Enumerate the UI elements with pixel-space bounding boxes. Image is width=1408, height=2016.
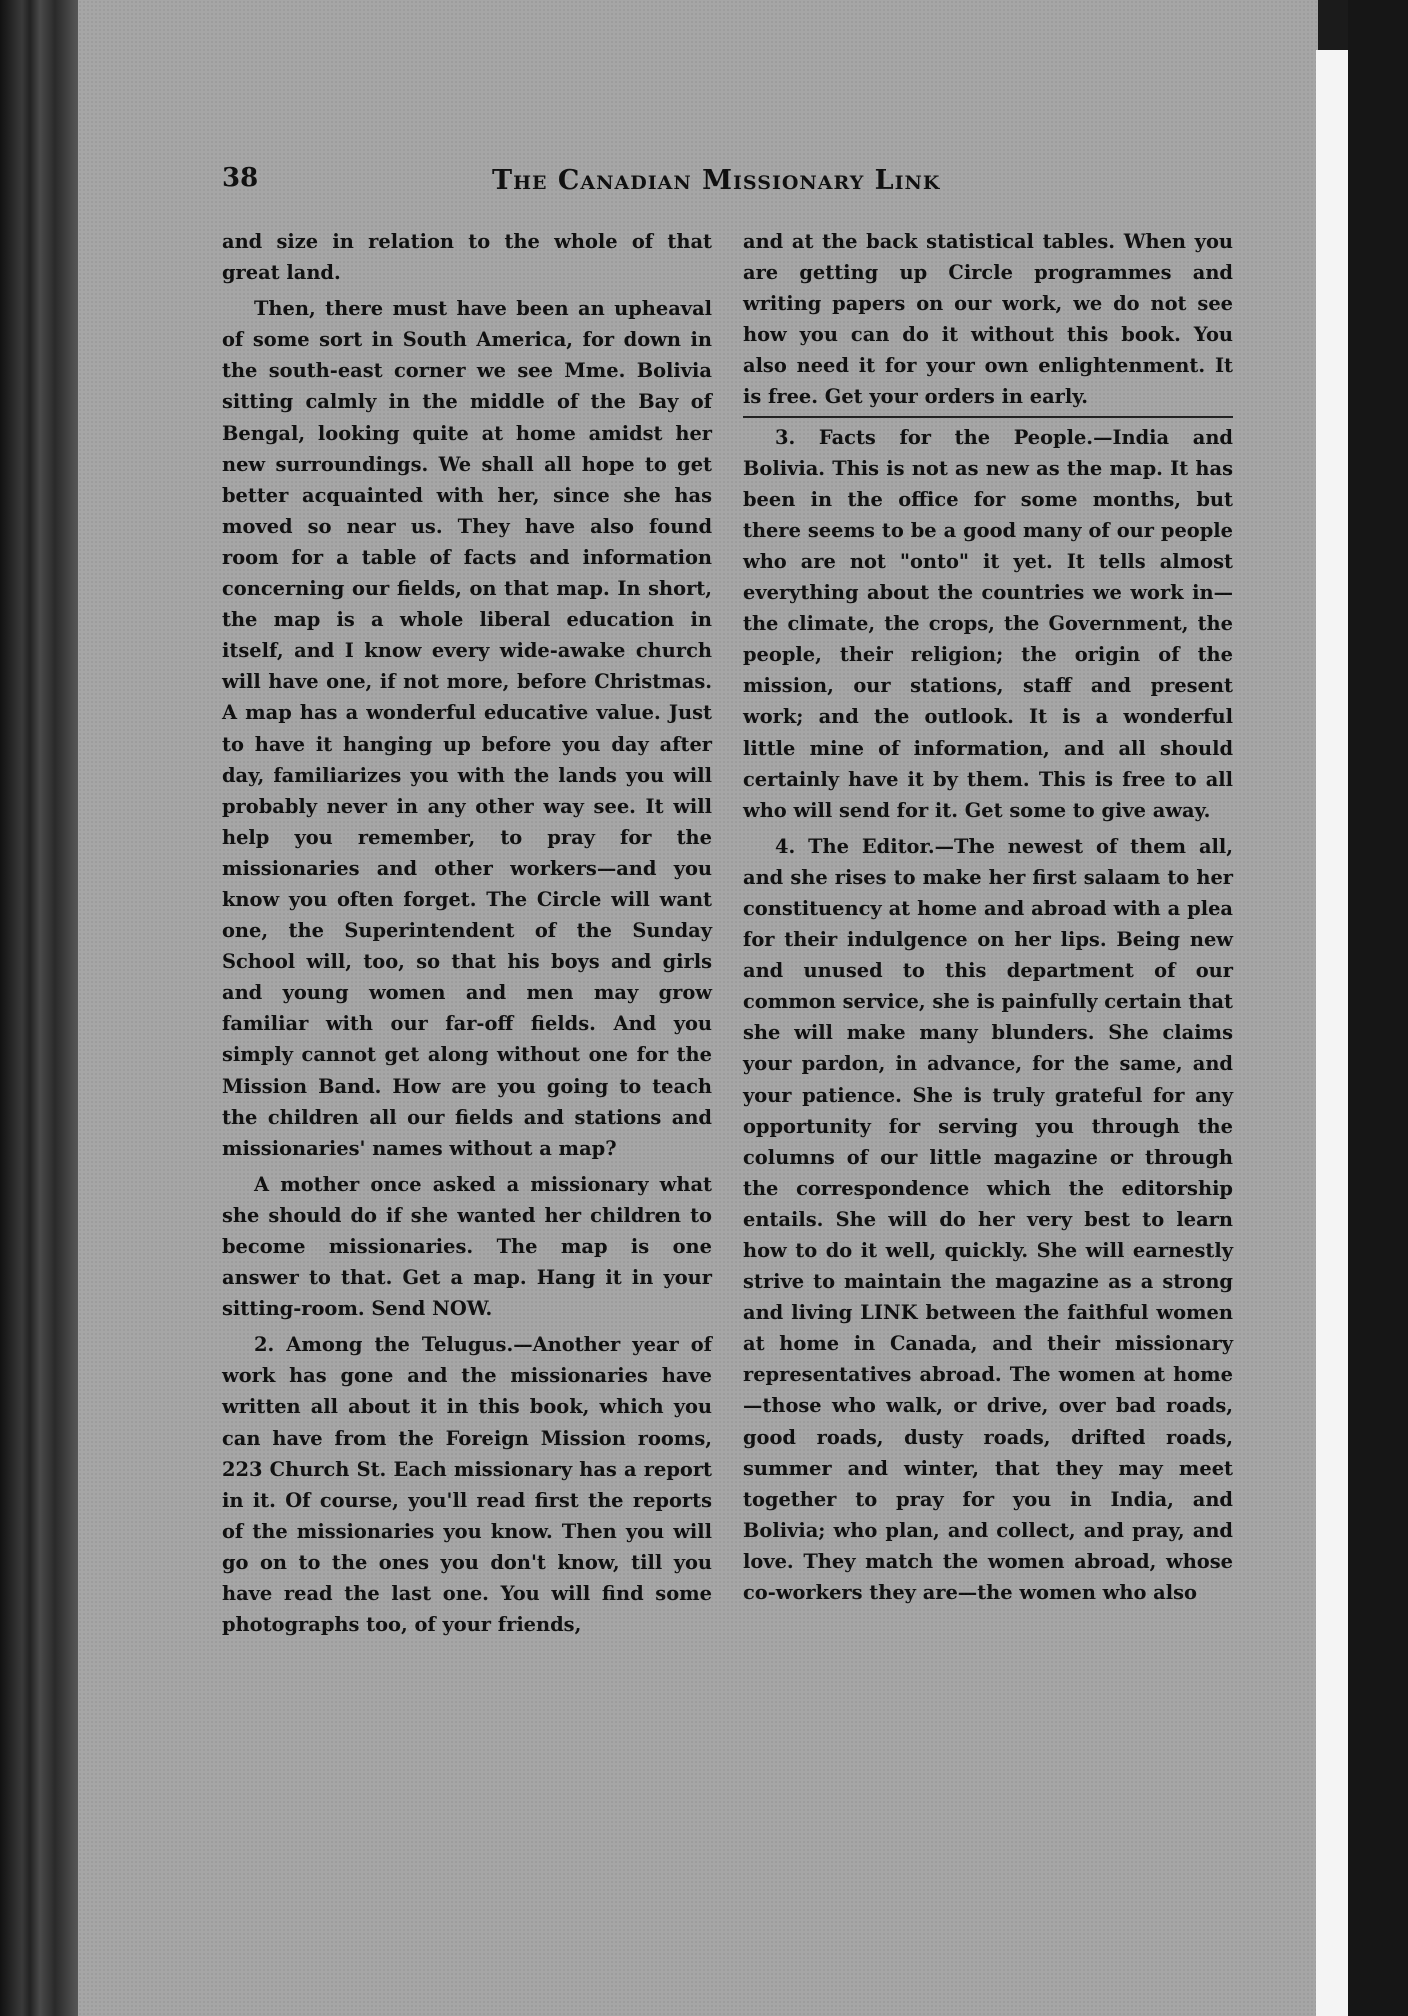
paragraph: A mother once asked a missionary what she should do if she wanted her children to become missionaries. The map is one answer to that. Get a map. Hang it in your sitting-room. Send NOW. — [222, 1172, 712, 1321]
binding-edge — [0, 0, 80, 2016]
scan-background — [1348, 0, 1408, 2016]
page-header — [222, 163, 982, 207]
page-margin-strip — [1316, 50, 1348, 2016]
left-column — [222, 226, 712, 1640]
paragraph: Then, there must have been an upheaval of some sort in South America, for down in the south-east corner we see Mme. Bolivia sitting calmly in the middle of the Bay of Bengal, looking quite at home amidst her new surroundings. We shall all hope to get better acquainted with her, since she has moved so near us. They have also found room for a table of facts and information concerning our fields, on that map. In short, the map is a whole liberal education in itself, and I know every wide-awake church will have one, if not more, before Christmas. A map has a wonderful educative value. Just to have it hanging up before you day after day, familiarizes you with the lands you will probably never in any other way see. It will help you remember, to pray for the missionaries and other workers—and you know you often forget. The Circle will want one, the Superintendent of the Sunday School will, too, so that his boys and girls and young women and men may grow familiar with our far-off fields. And you simply cannot get along without one for the Mission Band. How are you going to teach the children all our fields and stations and missionaries' names without a map? — [222, 297, 712, 1160]
section-the-editor — [743, 831, 1233, 1608]
section-body: —Another year of work has gone and the missionaries have written all about it in this book, which you can have from the Foreign Mission rooms, 223 Church St. Each missionary has a report in it. Of course, you'll read first the reports of the missionaries you know. Then you will go on to the ones you don't know, till you have read the last one. You will find some photographs too, of your friends, — [222, 1333, 712, 1637]
section-heading: 3. Facts for the People. — [775, 425, 1094, 449]
section-body: —The newest of them all, and she rises to make her first salaam to her constituency at home and abroad with a plea for their indulgence on her lips. Being new and unused to this department of our common service, she is painfully certain that she will make many blunders. She claims your pardon, in advance, for the same, and your patience. She is truly grateful for any opportunity for serving you through the columns of our little magazine or through the correspondence which the editorship entails. She will do her very best to learn how to do it well, quickly. She will earnestly strive to maintain the magazine as a strong and living LINK between the faithful women at home in Canada, and their missionary representatives abroad. The women at home—those who walk, or drive, over bad roads, good roads, dusty roads, drifted roads, summer and winter, that they may meet together to pray for you in India, and Bolivia; who plan, and collect, and pray, and love. They match the women abroad, whose co-workers they are—the women who also — [743, 834, 1234, 1605]
section-heading: 4. The Editor. — [775, 834, 935, 858]
right-column — [743, 226, 1233, 1608]
section-divider — [743, 416, 1233, 418]
section-body: —India and Bolivia. This is not as new as the map. It has been in the office for some months, but there seems to be a good many of our people who are not "onto" it yet. It tells almost everything about the countries we work in—the climate, the crops, the Government, the people, their religion; the origin of the mission, our stations, staff and present work; and the outlook. It is a wonderful little mine of information, and all should certainly have it by them. This is free to all who will send for it. Get some to give away. — [743, 425, 1233, 822]
paragraph: and size in relation to the whole of that great land. — [222, 230, 712, 285]
page-number: 38 — [222, 163, 259, 193]
section-among-the-telugus — [222, 1329, 712, 1640]
section-facts-for-the-people — [743, 422, 1233, 826]
running-head: The Canadian Missionary Link — [492, 165, 941, 196]
section-heading: 2. Among the Telugus. — [254, 1333, 514, 1357]
paragraph: and at the back statistical tables. When you are getting up Circle programmes and writing papers on our work, we do not see how you can do it without this book. You also need it for your own enlightenment. It is free. Get your orders in early. — [743, 230, 1233, 409]
